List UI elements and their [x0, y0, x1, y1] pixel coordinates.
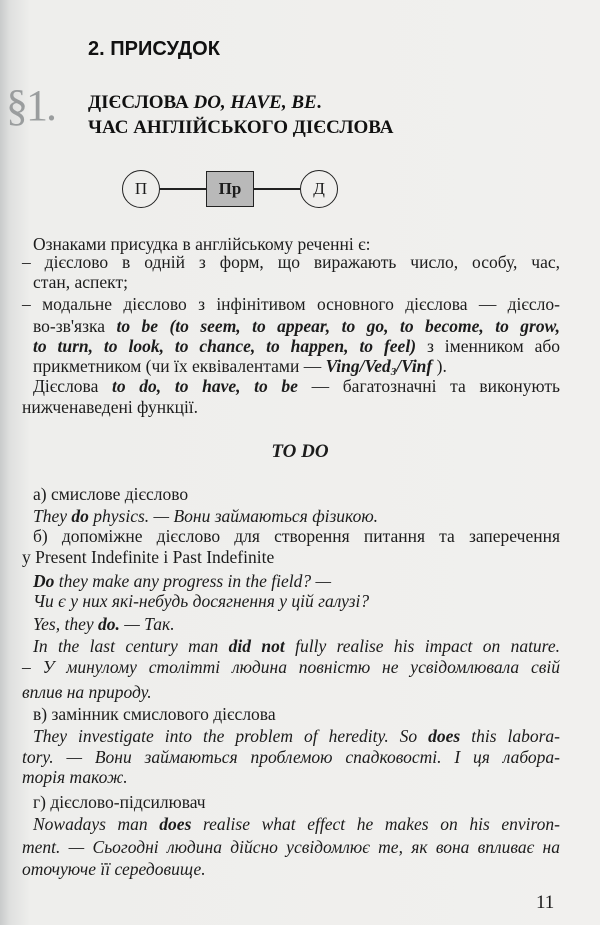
emphasis-text: does: [159, 814, 192, 834]
paragraph-mark: §1.: [6, 81, 55, 130]
emphasis-text: /Vinf: [396, 356, 433, 376]
text-line: [33, 792, 560, 812]
text-segment: стан, аспект;: [33, 272, 128, 292]
text-segment: tory. — Вони займаються проблемою спадковості. І ця лабора-: [22, 747, 560, 767]
text-segment: б) допоміжне дієслово для створення питання та заперечення: [33, 526, 560, 546]
text-line: [33, 484, 560, 504]
text-segment: в) замінник смислового дієслова: [33, 704, 276, 724]
emphasis-text: Do: [33, 571, 55, 591]
text-segment: fully realise his impact on nature.: [284, 636, 560, 656]
text-line: [22, 747, 560, 767]
text-segment: Чи є у них які-небудь досягнення у цій галузі?: [33, 591, 370, 611]
text-line: [33, 614, 560, 634]
emphasis-text: to turn, to look, to chance, to happen, to feel): [33, 336, 417, 356]
subheading-to-do: [0, 442, 600, 462]
text-segment: Дієслова: [33, 376, 113, 396]
text-line: [33, 234, 560, 254]
text-line: [33, 591, 560, 611]
emphasis-text: Ving/Ved: [325, 356, 391, 376]
text-line: [22, 252, 560, 272]
text-line: [22, 859, 560, 879]
text-segment: Nowadays man: [33, 814, 160, 834]
text-segment: во-зв'язка: [33, 316, 117, 336]
text-segment: They investigate into the problem of heredity. So: [33, 726, 429, 746]
heading-suffix: .: [316, 92, 322, 113]
sentence-diagram: [120, 170, 345, 210]
text-line: [33, 704, 560, 724]
predicate-node: Пр: [206, 171, 254, 207]
text-segment: realise what effect he makes on his environ-: [191, 814, 560, 834]
text-line: [33, 506, 560, 526]
object-node: Д: [300, 170, 338, 208]
emphasis-text: do: [71, 506, 89, 526]
text-line: [22, 294, 560, 314]
connector-line: [160, 188, 206, 190]
text-line: [33, 726, 560, 746]
text-segment: з іменником або: [416, 336, 560, 356]
text-segment: прикметником (чи їх еквівалентами —: [33, 356, 326, 376]
text-line: [33, 571, 560, 591]
text-segment: а) смислове дієслово: [33, 484, 189, 504]
subject-node: П: [122, 170, 160, 208]
text-segment: оточуюче її середовище.: [22, 859, 206, 879]
text-line: [22, 682, 560, 702]
text-segment: г) дієслово-підсилювач: [33, 792, 206, 812]
emphasis-text: do.: [97, 614, 120, 634]
text-segment: this labora-: [460, 726, 560, 746]
heading-line-1: [88, 92, 321, 114]
section-title: 2. ПРИСУДОК: [88, 38, 220, 60]
text-line: [22, 837, 560, 857]
text-segment: Ознаками присудка в англійському реченні є:: [33, 234, 371, 254]
text-line: [33, 272, 560, 292]
text-line: [33, 814, 560, 834]
text-line: [33, 336, 560, 356]
text-segment: ).: [432, 356, 447, 376]
emphasis-text: to be (to seem, to appear, to go, to become, to grow,: [116, 316, 560, 336]
text-segment: They: [33, 506, 72, 526]
page-number: 11: [536, 892, 555, 913]
text-segment: — багатозначні та виконують: [297, 376, 560, 396]
text-line: [33, 636, 560, 656]
text-segment: у Present Indefinite і Past Indefinite: [22, 547, 275, 567]
text-line: [33, 526, 560, 546]
text-line: [22, 547, 560, 567]
text-segment: physics. — Вони займаються фізикою.: [88, 506, 379, 526]
heading-prefix: ДІЄСЛОВА: [88, 92, 194, 113]
text-segment: – дієслово в одній з форм, що виражають число, особу, час,: [22, 252, 560, 272]
text-segment: In the last century man: [33, 636, 229, 656]
text-segment: вплив на природу.: [22, 682, 152, 702]
emphasis-text: TO DO: [271, 441, 329, 462]
text-segment: they make any progress in the field? —: [54, 571, 332, 591]
emphasis-text: does: [428, 726, 461, 746]
text-segment: торія також.: [22, 767, 128, 787]
text-segment: – модальне дієслово з інфінітивом основного дієслова — дієсло-: [22, 294, 560, 314]
heading-line-2: ЧАС АНГЛІЙСЬКОГО ДІЄСЛОВА: [88, 117, 394, 138]
text-segment: Yes, they: [33, 614, 98, 634]
text-line: [22, 397, 560, 417]
text-line: [33, 376, 560, 396]
emphasis-text: did not: [228, 636, 285, 656]
connector-line: [254, 188, 300, 190]
text-line: [33, 316, 560, 336]
text-segment: — Так.: [119, 614, 175, 634]
text-segment: нижченаведені функції.: [22, 397, 199, 417]
text-segment: 3: [390, 366, 397, 378]
text-line: [22, 657, 560, 677]
heading-verbs: DO, HAVE, BE: [193, 92, 317, 113]
text-line: [22, 767, 560, 787]
emphasis-text: to do, to have, to be: [112, 376, 298, 396]
text-segment: – У минулому столітті людина повністю не усвідомлювала свій: [22, 657, 560, 677]
text-segment: ment. — Сьогодні людина дійсно усвідомлює те, як вона впливає на: [22, 837, 560, 857]
